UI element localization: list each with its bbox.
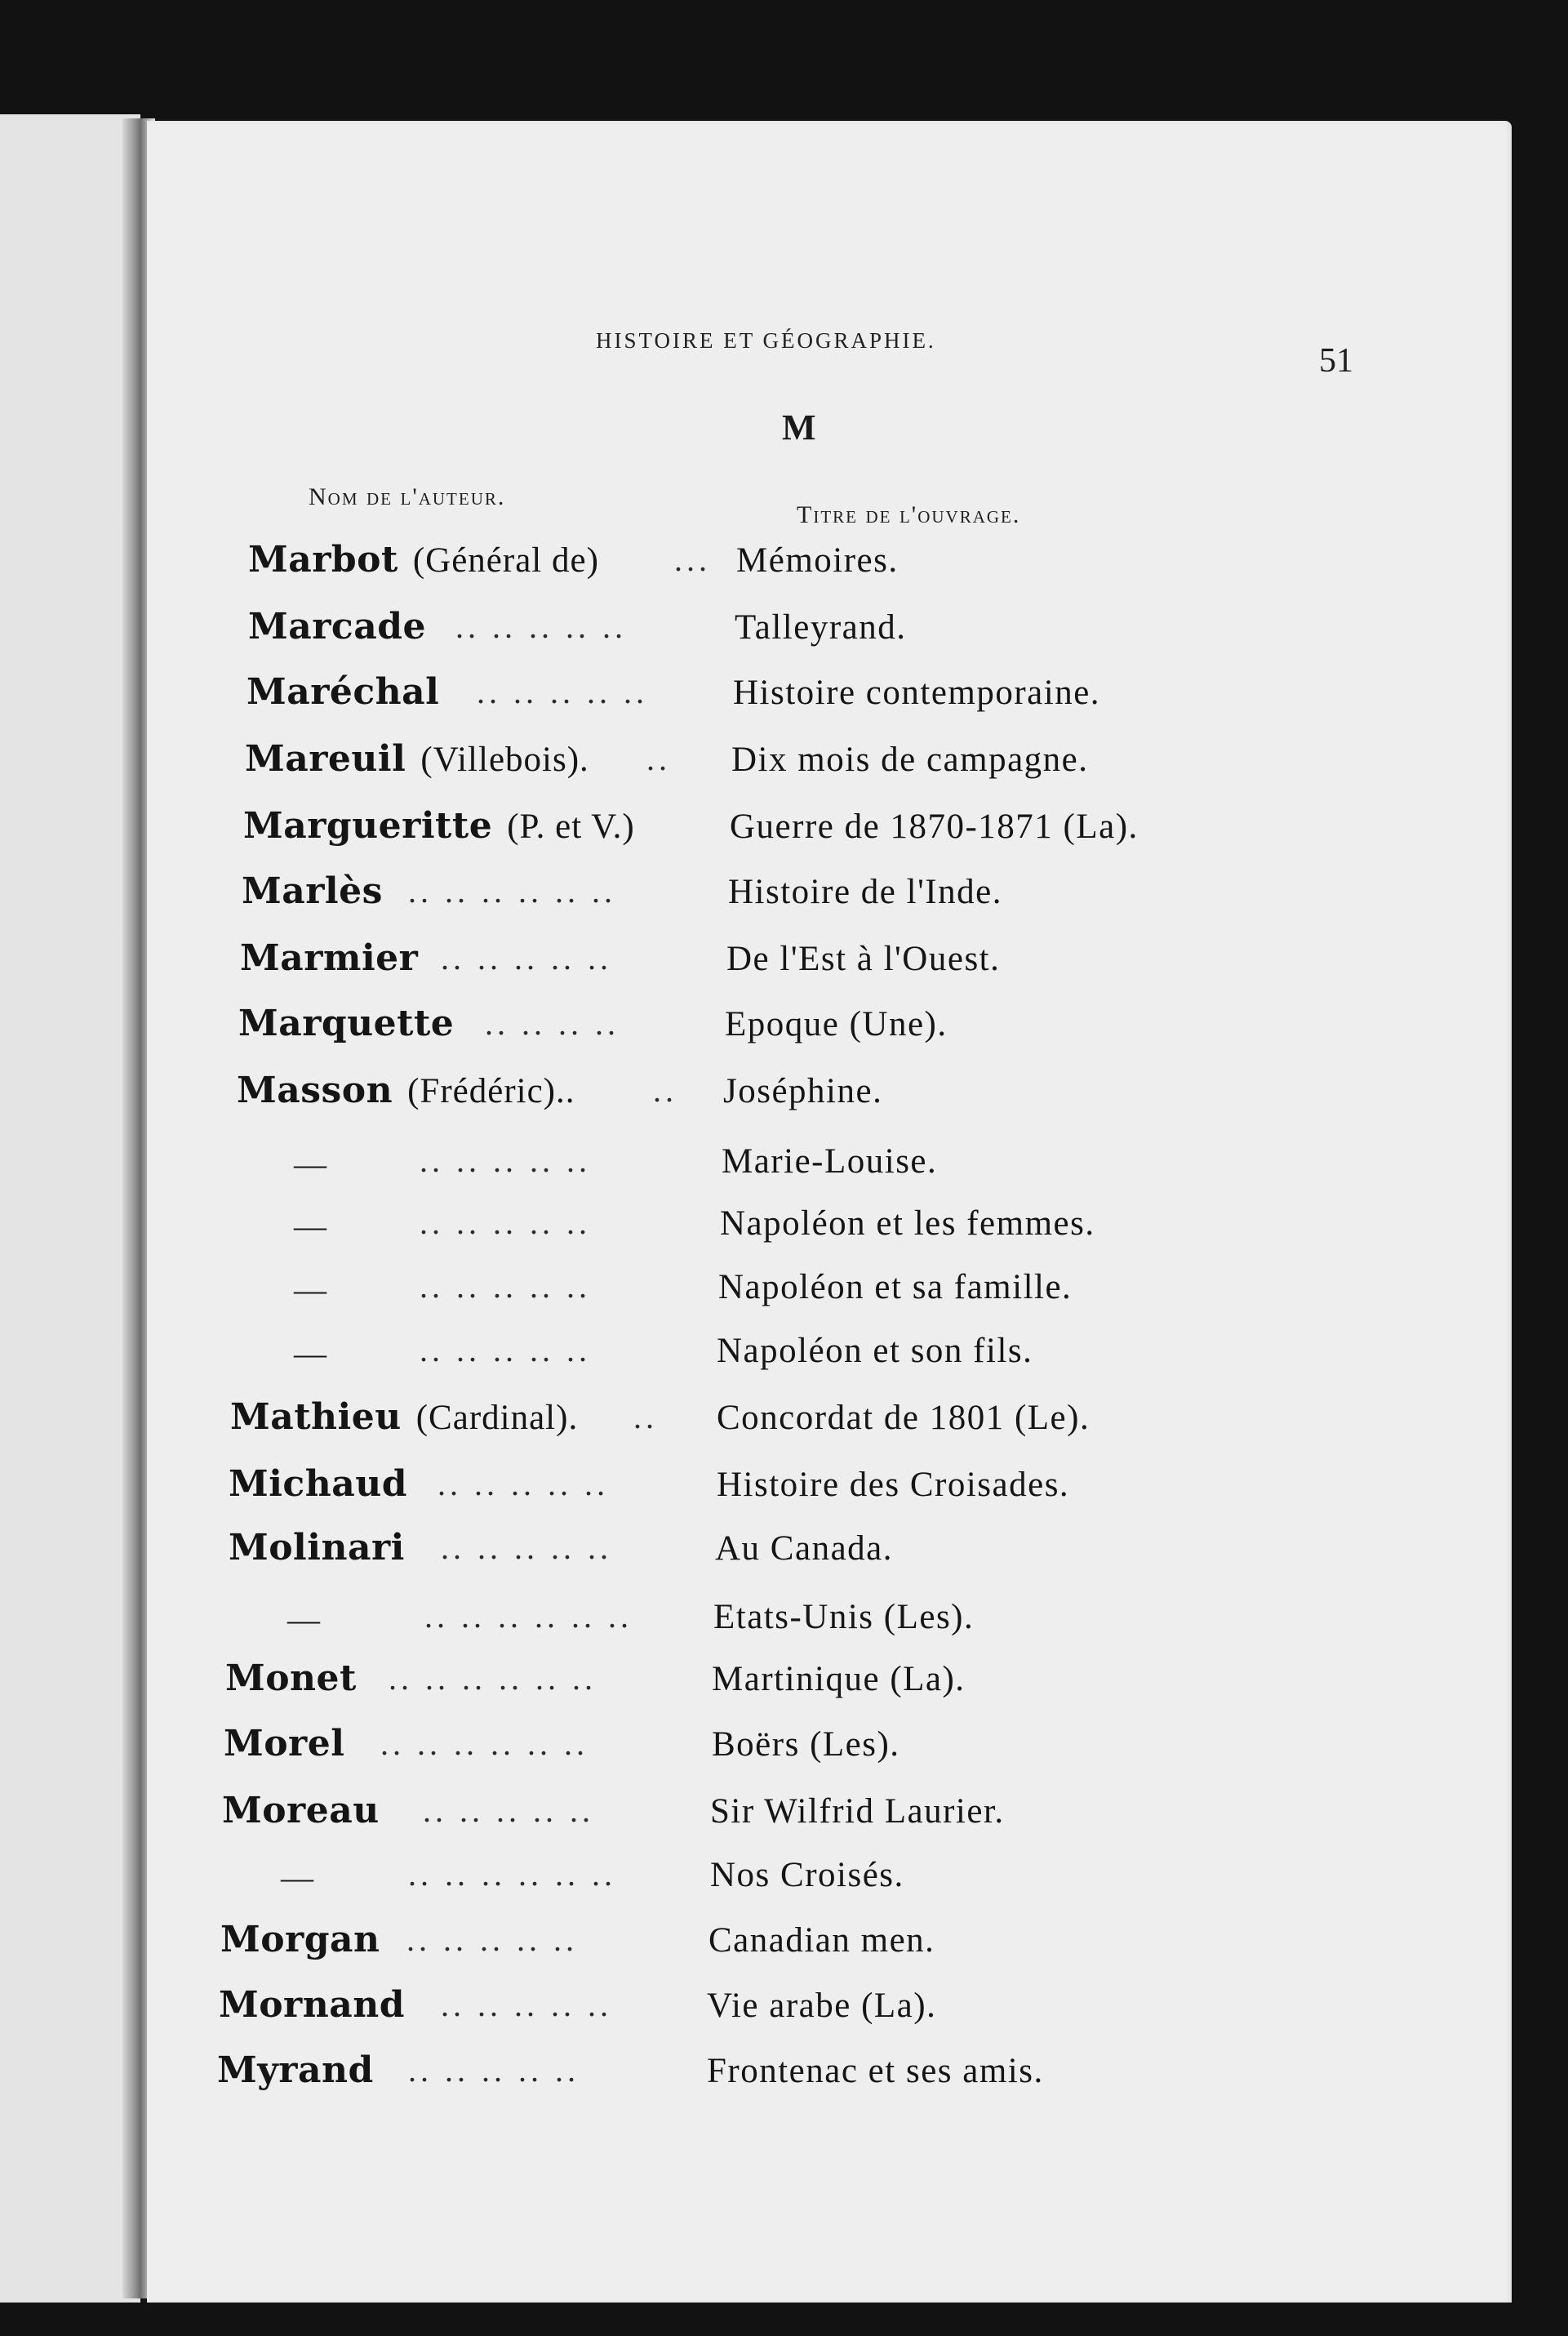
index-entry xyxy=(219,1984,1427,2033)
author-name xyxy=(230,1396,578,1438)
work-title: Dix mois de campagne. xyxy=(731,741,1089,779)
index-entry xyxy=(238,1202,1446,1251)
author-surname: Morgan xyxy=(220,1919,380,1960)
index-entry xyxy=(248,606,1456,655)
author-note: (Frédéric).. xyxy=(407,1072,575,1110)
author-surname: Mathieu xyxy=(230,1396,402,1438)
index-entry xyxy=(232,1595,1440,1644)
author-name xyxy=(222,1790,380,1831)
dot-leader: .. .. .. .. .. xyxy=(441,1987,612,2023)
author-surname: Mareuil xyxy=(245,738,406,780)
ditto-dash: — xyxy=(294,1271,326,1308)
author-name xyxy=(225,1657,357,1699)
work-title: Martinique (La). xyxy=(712,1660,966,1698)
index-entry xyxy=(222,1790,1430,1839)
work-title: Epoque (Une). xyxy=(725,1005,948,1043)
author-surname: Marcade xyxy=(248,606,426,647)
index-entry xyxy=(225,1853,1433,1902)
author-surname: Marbot xyxy=(248,539,398,581)
index-entry xyxy=(247,671,1455,720)
work-title: Mémoires. xyxy=(736,541,899,580)
index-entry xyxy=(248,539,1456,588)
dot-leader: .. .. .. .. xyxy=(485,1005,620,1042)
index-entry xyxy=(245,738,1453,787)
dot-leader: .. .. .. .. .. xyxy=(441,940,612,977)
author-note: (P. et V.) xyxy=(507,808,635,846)
dot-leader: .. .. .. .. .. xyxy=(441,1529,612,1566)
author-surname: Maréchal xyxy=(247,671,440,713)
work-title: Etats-Unis (Les). xyxy=(713,1598,975,1636)
author-name xyxy=(248,606,426,647)
dot-leader: .. .. .. .. .. .. xyxy=(408,873,616,910)
author-name xyxy=(224,1723,344,1764)
work-title: Talleyrand. xyxy=(735,608,907,647)
author-note: (Cardinal). xyxy=(415,1399,579,1437)
work-title: Napoléon et son fils. xyxy=(717,1332,1033,1370)
index-entry xyxy=(225,1657,1433,1706)
author-name xyxy=(247,671,439,713)
running-head: HISTOIRE ET GÉOGRAPHIE. xyxy=(596,328,936,353)
work-title: Marie-Louise. xyxy=(722,1142,938,1181)
author-surname: Michaud xyxy=(229,1463,407,1505)
page-number: 51 xyxy=(1319,342,1353,380)
author-surname: Masson xyxy=(237,1070,393,1111)
author-surname: Marmier xyxy=(240,937,419,979)
work-title: De l'Est à l'Ouest. xyxy=(726,940,1001,978)
author-name xyxy=(237,1070,575,1111)
author-name xyxy=(219,1984,405,2026)
index-entry xyxy=(238,1266,1446,1315)
author-name xyxy=(220,1919,380,1960)
dot-leader: .. xyxy=(646,741,671,777)
author-name xyxy=(240,937,418,979)
dot-leader: .. .. .. .. .. .. xyxy=(424,1598,633,1635)
ditto-dash: — xyxy=(294,1208,326,1244)
author-surname: Myrand xyxy=(217,2049,374,2091)
work-title: Vie arabe (La). xyxy=(707,1987,937,2025)
section-letter: M xyxy=(782,407,816,447)
dot-leader: .. .. .. .. .. xyxy=(438,1466,609,1502)
author-name xyxy=(238,1003,454,1044)
author-surname: Marquette xyxy=(238,1003,455,1044)
author-name xyxy=(229,1463,407,1505)
column-heading-author: Nom de l'auteur. xyxy=(309,483,506,510)
dot-leader: .. .. .. .. .. xyxy=(455,608,627,645)
ditto-dash: — xyxy=(281,1859,313,1896)
work-title: Histoire des Croisades. xyxy=(717,1466,1070,1504)
dot-leader: .. xyxy=(633,1399,658,1435)
index-entry xyxy=(229,1527,1437,1576)
dot-leader: .. .. .. .. .. xyxy=(408,2052,580,2089)
work-title: Napoléon et sa famille. xyxy=(718,1268,1073,1306)
work-title: Au Canada. xyxy=(715,1529,893,1568)
ditto-dash: — xyxy=(294,1335,326,1372)
index-entry xyxy=(237,1070,1445,1119)
dot-leader: .. .. .. .. .. .. xyxy=(380,1725,589,1762)
author-surname: Morel xyxy=(224,1723,345,1764)
author-note: (Général de) xyxy=(412,541,599,580)
index-entry xyxy=(242,870,1450,919)
work-title: Concordat de 1801 (Le). xyxy=(717,1399,1090,1437)
dot-leader: .. .. .. .. .. .. xyxy=(408,1856,616,1893)
author-name xyxy=(217,2049,374,2091)
work-title: Nos Croisés. xyxy=(710,1856,904,1894)
dot-leader: .. xyxy=(653,1072,677,1109)
column-heading-title: Titre de l'ouvrage. xyxy=(797,501,1021,528)
author-surname: Mornand xyxy=(219,1984,405,2026)
work-title: Histoire de l'Inde. xyxy=(728,873,1002,911)
ditto-dash: — xyxy=(294,1146,326,1182)
author-surname: Marlès xyxy=(242,870,383,912)
author-name xyxy=(243,805,635,847)
dot-leader: .. .. .. .. .. xyxy=(420,1204,591,1241)
dot-leader: .. .. .. .. .. .. xyxy=(389,1660,597,1697)
ditto-dash: — xyxy=(287,1601,320,1638)
index-entry xyxy=(238,1329,1446,1378)
author-name xyxy=(245,738,589,780)
index-entry xyxy=(229,1463,1437,1512)
work-title: Boërs (Les). xyxy=(712,1725,900,1764)
author-surname: Monet xyxy=(225,1657,357,1699)
dot-leader: .. .. .. .. .. xyxy=(406,1921,578,1958)
index-entry xyxy=(224,1723,1432,1772)
work-title: Joséphine. xyxy=(723,1072,883,1110)
work-title: Napoléon et les femmes. xyxy=(720,1204,1095,1243)
dot-leader: .. .. .. .. .. xyxy=(423,1792,594,1829)
index-entry xyxy=(220,1919,1428,1968)
work-title: Guerre de 1870-1871 (La). xyxy=(730,808,1139,846)
work-title: Histoire contemporaine. xyxy=(733,674,1101,712)
dot-leader: .. .. .. .. .. xyxy=(420,1332,591,1368)
author-note: (Villebois). xyxy=(420,741,589,779)
author-surname: Moreau xyxy=(222,1790,380,1831)
dot-leader: .. .. .. .. .. xyxy=(420,1142,591,1179)
index-entry xyxy=(238,1003,1446,1052)
index-entry xyxy=(230,1396,1438,1445)
dot-leader: .. .. .. .. .. xyxy=(477,674,648,710)
work-title: Sir Wilfrid Laurier. xyxy=(710,1792,1005,1831)
work-title: Canadian men. xyxy=(708,1921,935,1960)
author-name xyxy=(242,870,383,912)
dot-leader: .. .. .. .. .. xyxy=(420,1268,591,1305)
author-surname: Margueritte xyxy=(243,805,493,847)
author-name xyxy=(229,1527,405,1568)
index-entry xyxy=(240,937,1448,986)
author-name xyxy=(248,539,599,581)
index-entry xyxy=(217,2049,1425,2098)
author-surname: Molinari xyxy=(229,1527,405,1568)
index-entry xyxy=(238,1140,1446,1189)
work-title: Frontenac et ses amis. xyxy=(707,2052,1044,2090)
dot-leader: ... xyxy=(674,541,711,578)
index-entry xyxy=(243,805,1451,854)
